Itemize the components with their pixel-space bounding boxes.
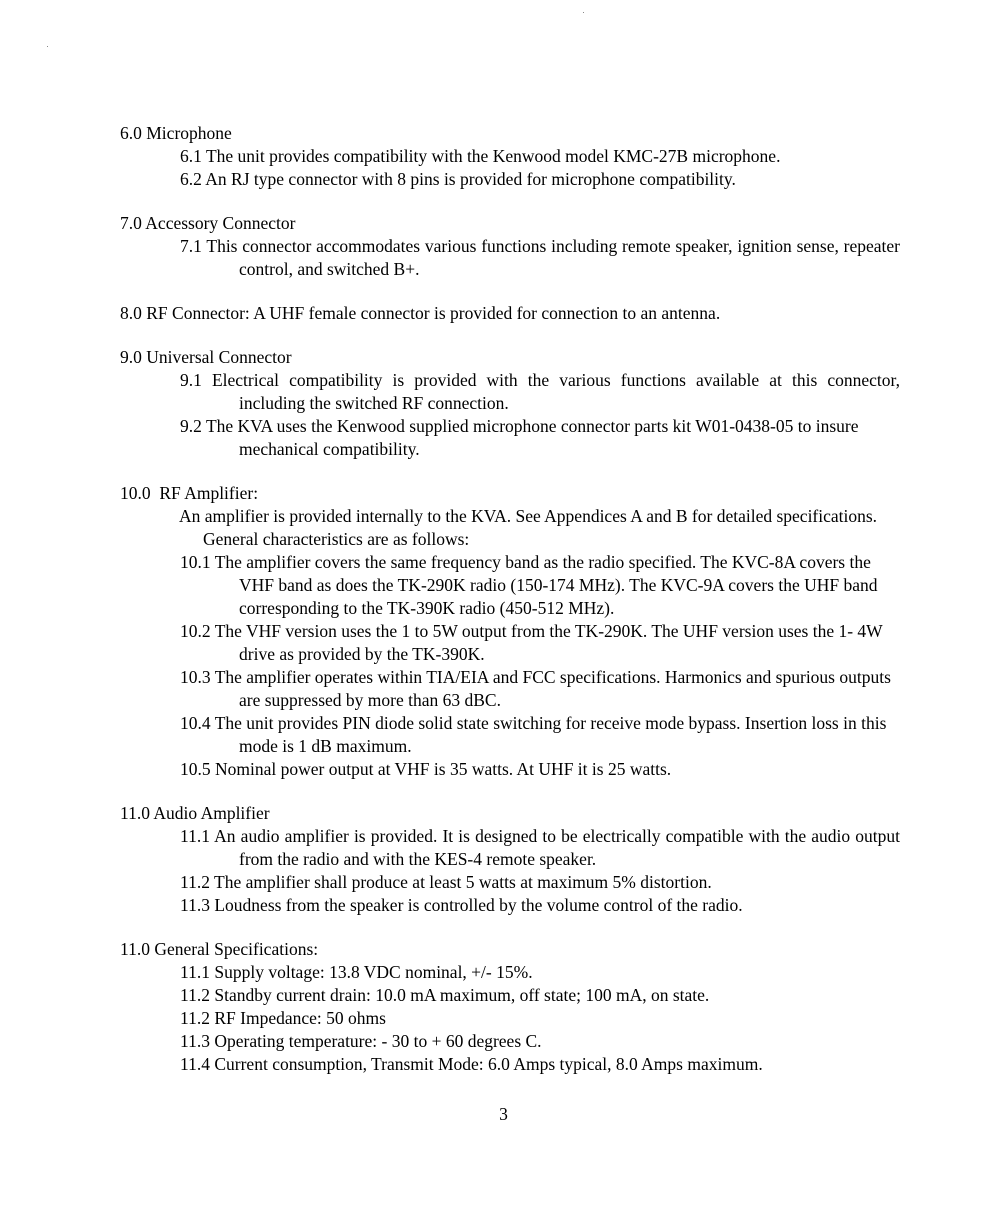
list-item [180, 415, 900, 461]
section-number: 9.0 [120, 347, 142, 367]
item-number: 11.3 [180, 895, 210, 915]
item-text: RF Impedance: 50 ohms [214, 1008, 386, 1028]
section-title: Accessory Connector [145, 213, 296, 233]
item-number: 11.1 [180, 962, 210, 982]
section-heading [120, 802, 900, 825]
section-title: RF Connector: A UHF female connector is provided for connection to an antenna. [146, 303, 721, 323]
section-general-specifications [120, 938, 900, 1076]
section-title: General Specifications: [154, 939, 319, 959]
list-item [180, 984, 900, 1007]
page-number: 3 [499, 1104, 508, 1124]
section-rf-connector [120, 302, 900, 325]
section-title: Audio Amplifier [153, 803, 270, 823]
list-item [180, 235, 900, 281]
item-text: The VHF version uses the 1 to 5W output from the TK-290K. The UHF version uses the 1- 4W drive as provided by the TK-390K. [214, 621, 883, 664]
item-text: The KVA uses the Kenwood supplied microphone connector parts kit W01-0438-05 to insure mechanical compatibility. [205, 416, 859, 459]
item-text: The unit provides compatibility with the Kenwood model KMC-27B microphone. [205, 146, 781, 166]
item-text: Standby current drain: 10.0 mA maximum, off state; 100 mA, on state. [214, 985, 710, 1005]
item-number: 10.1 [180, 552, 211, 572]
item-number: 10.3 [180, 667, 211, 687]
section-number: 8.0 [120, 303, 142, 323]
item-text: The amplifier operates within TIA/EIA and FCC specifications. Harmonics and spurious outputs are suppressed by more than 63 dBC. [214, 667, 891, 710]
list-item [180, 1053, 900, 1076]
list-item [180, 961, 900, 984]
document-body [120, 122, 900, 1076]
item-number: 9.1 [180, 370, 202, 390]
section-audio-amplifier [120, 802, 900, 917]
item-number: 10.2 [180, 621, 211, 641]
list-item [180, 758, 900, 781]
section-accessory-connector [120, 212, 900, 281]
list-item [180, 1030, 900, 1053]
section-heading [120, 938, 900, 961]
item-number: 6.1 [180, 146, 202, 166]
section-title: RF Amplifier: [159, 483, 259, 503]
item-number: 11.2 [180, 985, 210, 1005]
section-title: Universal Connector [146, 347, 292, 367]
section-intro: An amplifier is provided internally to the KVA. See Appendices A and B for detailed specifications. General characteristics are as follows: [179, 506, 878, 549]
item-text: The unit provides PIN diode solid state switching for receive mode bypass. Insertion loss in this mode is 1 dB maximum. [214, 713, 887, 756]
section-number: 10.0 [120, 483, 151, 503]
item-number: 11.3 [180, 1031, 210, 1051]
list-item [180, 369, 900, 415]
item-text: The amplifier shall produce at least 5 watts at maximum 5% distortion. [214, 872, 712, 892]
section-number: 6.0 [120, 123, 142, 143]
section-number: 11.0 [120, 939, 150, 959]
item-number: 11.2 [180, 872, 210, 892]
list-item [180, 1007, 900, 1030]
item-text: Supply voltage: 13.8 VDC nominal, +/- 15%. [214, 962, 533, 982]
list-item [180, 145, 900, 168]
item-number: 11.4 [180, 1054, 210, 1074]
list-item [180, 551, 900, 620]
item-text: Operating temperature: - 30 to + 60 degrees C. [214, 1031, 542, 1051]
item-text: Current consumption, Transmit Mode: 6.0 Amps typical, 8.0 Amps maximum. [214, 1054, 763, 1074]
section-number: 7.0 [120, 213, 142, 233]
item-number: 11.1 [180, 826, 210, 846]
item-number: 11.2 [180, 1008, 210, 1028]
section-heading [120, 122, 900, 145]
item-number: 7.1 [180, 236, 202, 256]
section-universal-connector [120, 346, 900, 461]
section-heading [120, 302, 900, 325]
list-item [180, 666, 900, 712]
list-item [180, 168, 900, 191]
item-number: 10.5 [180, 759, 211, 779]
section-heading [120, 212, 900, 235]
list-item [180, 620, 900, 666]
list-item [180, 894, 900, 917]
item-text: An RJ type connector with 8 pins is provided for microphone compatibility. [205, 169, 736, 189]
item-number: 9.2 [180, 416, 202, 436]
item-number: 10.4 [180, 713, 211, 733]
item-text: Nominal power output at VHF is 35 watts. At UHF it is 25 watts. [215, 759, 672, 779]
item-text: This connector accommodates various functions including remote speaker, ignition sense, repeater control, and switched B+. [206, 236, 901, 279]
section-heading [120, 482, 900, 505]
section-number: 11.0 [120, 803, 150, 823]
section-heading [120, 346, 900, 369]
item-text: The amplifier covers the same frequency band as the radio specified. The KVC-8A covers the VHF band as does the TK-290K radio (150-174 MHz). The KVC-9A covers the UHF band corresponding to the TK-390K radio (450-512 MHz). [214, 552, 878, 618]
item-text: Electrical compatibility is provided with the various functions available at this connector, including the switched RF connection. [211, 370, 901, 413]
list-item [180, 712, 900, 758]
item-text: Loudness from the speaker is controlled by the volume control of the radio. [214, 895, 743, 915]
list-item [180, 825, 900, 871]
section-rf-amplifier [120, 482, 900, 781]
item-text: An audio amplifier is provided. It is designed to be electrically compatible with the audio output from the radio and with the KES-4 remote speaker. [214, 826, 900, 869]
item-number: 6.2 [180, 169, 202, 189]
list-item [180, 871, 900, 894]
section-microphone [120, 122, 900, 191]
section-title: Microphone [146, 123, 232, 143]
